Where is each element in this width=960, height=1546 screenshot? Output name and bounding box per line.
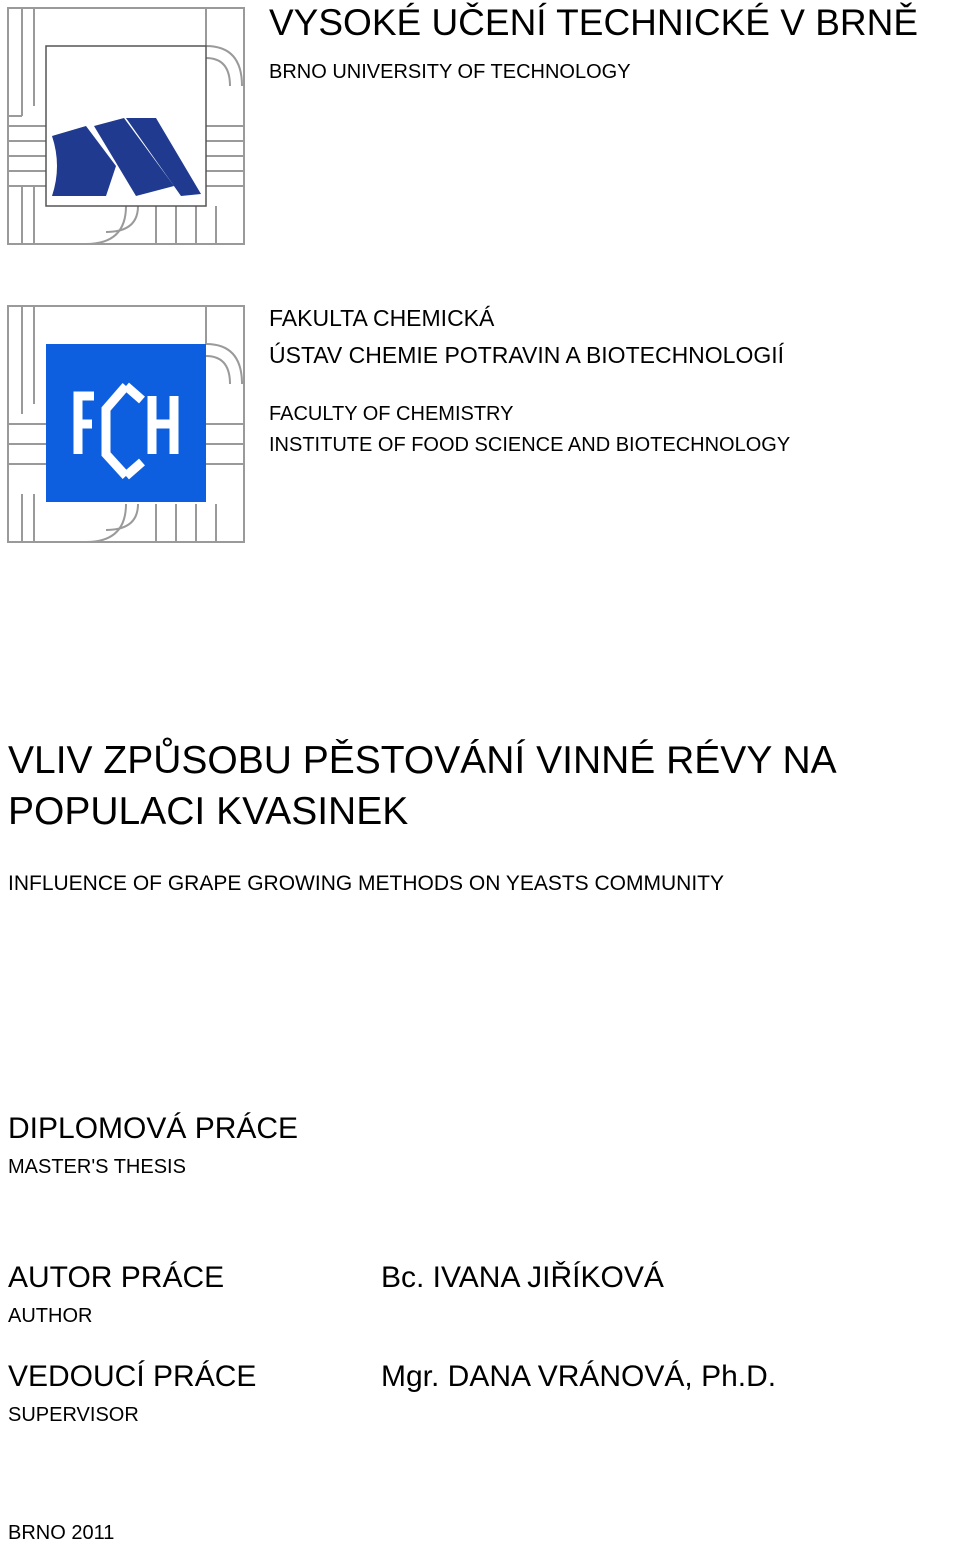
supervisor-label-en: SUPERVISOR (8, 1404, 139, 1426)
fch-logo-icon (6, 304, 246, 544)
thesis-title-cz-line2: POPULACI KVASINEK (8, 790, 409, 833)
author-name: Bc. IVANA JIŘÍKOVÁ (381, 1261, 664, 1294)
supervisor-name: Mgr. DANA VRÁNOVÁ, Ph.D. (381, 1360, 777, 1393)
university-name-cz: VYSOKÉ UČENÍ TECHNICKÉ V BRNĚ (269, 2, 919, 43)
supervisor-label-cz: VEDOUCÍ PRÁCE (8, 1360, 257, 1393)
faculty-name-cz: FAKULTA CHEMICKÁ (269, 305, 495, 331)
author-label-en: AUTHOR (8, 1305, 93, 1327)
thesis-type-cz: DIPLOMOVÁ PRÁCE (8, 1112, 299, 1145)
author-label-cz: AUTOR PRÁCE (8, 1261, 225, 1294)
thesis-title-cz-line1: VLIV ZPŮSOBU PĚSTOVÁNÍ VINNÉ RÉVY NA (8, 739, 837, 782)
vut-logo-icon (6, 6, 246, 246)
thesis-title-en: INFLUENCE OF GRAPE GROWING METHODS ON YEASTS COMMUNITY (8, 872, 724, 895)
thesis-type-en: MASTER'S THESIS (8, 1156, 186, 1178)
institute-name-en: INSTITUTE OF FOOD SCIENCE AND BIOTECHNOLOGY (269, 434, 791, 456)
university-name-en: BRNO UNIVERSITY OF TECHNOLOGY (269, 61, 631, 83)
place-year: BRNO 2011 (8, 1522, 115, 1544)
institute-name-cz: ÚSTAV CHEMIE POTRAVIN A BIOTECHNOLOGIÍ (269, 342, 785, 368)
faculty-name-en: FACULTY OF CHEMISTRY (269, 403, 514, 425)
